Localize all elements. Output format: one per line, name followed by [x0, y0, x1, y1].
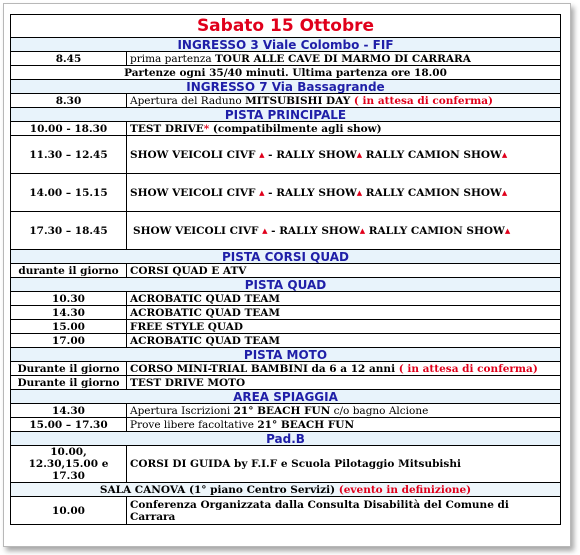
show-rally: - RALLY SHOW — [267, 224, 360, 237]
event-suffix: c/o bagno Alcione — [330, 404, 429, 417]
table-row — [11, 320, 561, 334]
show-civf: SHOW VEICOLI CIVF — [130, 148, 256, 161]
section-pista-quad — [11, 278, 561, 292]
time-cell: durante il giorno — [11, 264, 127, 278]
event-note: ( in attesa di conferma) — [350, 94, 494, 107]
page-title: Sabato 15 Ottobre — [11, 15, 561, 38]
event-title: 21° BEACH FUN — [257, 418, 355, 431]
event-cell: ACROBATIC QUAD TEAM — [127, 292, 561, 306]
event-cell — [127, 52, 561, 66]
table-row — [11, 446, 561, 483]
time-cell: 10.30 — [11, 292, 127, 306]
table-row — [11, 136, 561, 174]
section-pad-b — [11, 432, 561, 446]
section-heading: PISTA MOTO — [11, 348, 561, 362]
show-rally: - RALLY SHOW — [264, 186, 357, 199]
triangle-icon: ▲ — [262, 226, 268, 235]
event-note: (compatibilmente agli show) — [209, 122, 382, 135]
time-cell: 17.30 – 18.45 — [11, 212, 127, 250]
section-pista-corsi-quad — [11, 250, 561, 264]
section-ingresso3 — [11, 38, 561, 52]
show-camion: RALLY CAMION SHOW — [365, 224, 505, 237]
sala-note: (evento in definizione) — [335, 483, 472, 496]
table-row — [11, 404, 561, 418]
table-row — [11, 292, 561, 306]
event-title: MITSUBISHI DAY — [245, 94, 351, 107]
event-cell — [127, 212, 561, 250]
time-cell: Durante il giorno — [11, 362, 127, 376]
section-pista-principale — [11, 108, 561, 122]
event-title: CORSO MINI-TRIAL BAMBINI da 6 a 12 anni — [130, 362, 396, 375]
sala-title: SALA CANOVA (1° piano Centro Servizi) — [99, 483, 336, 496]
section-heading: INGRESSO 3 Viale Colombo - FIF — [11, 38, 561, 52]
time-cell: 14.30 — [11, 306, 127, 320]
time-cell: 17.00 — [11, 334, 127, 348]
time-cell: 10.00 - 18.30 — [11, 122, 127, 136]
asterisk-mark: * — [203, 122, 210, 135]
event-prefix: Prove libere facoltative — [130, 418, 258, 431]
event-cell — [127, 122, 561, 136]
event-prefix: Apertura del Raduno — [130, 94, 246, 107]
event-title: 21° BEACH FUN — [233, 404, 331, 417]
time-cell: 15.00 — [11, 320, 127, 334]
section-heading: PISTA QUAD — [11, 278, 561, 292]
show-rally: - RALLY SHOW — [264, 148, 357, 161]
table-row — [11, 212, 561, 250]
section-ingresso7 — [11, 80, 561, 94]
time-cell: 8.30 — [11, 94, 127, 108]
event-cell: ACROBATIC QUAD TEAM — [127, 306, 561, 320]
table-row — [11, 174, 561, 212]
table-row — [11, 334, 561, 348]
table-row — [11, 376, 561, 390]
section-heading: PISTA PRINCIPALE — [11, 108, 561, 122]
time-cell: 15.00 – 17.30 — [11, 418, 127, 432]
time-cell: Durante il giorno — [11, 376, 127, 390]
event-cell: CORSI DI GUIDA by F.I.F e Scuola Pilotaggio Mitsubishi — [127, 446, 561, 483]
event-cell: FREE STYLE QUAD — [127, 320, 561, 334]
section-sala-canova — [11, 483, 561, 497]
table-row — [11, 52, 561, 66]
triangle-icon: ▲ — [504, 226, 511, 235]
event-prefix: prima partenza — [130, 52, 215, 65]
section-pista-moto — [11, 348, 561, 362]
table-row — [11, 497, 561, 525]
section-heading: Pad.B — [11, 432, 561, 446]
triangle-icon: ▲ — [501, 150, 508, 159]
table-row — [11, 264, 561, 278]
triangle-icon: ▲ — [356, 188, 363, 197]
show-civf: SHOW VEICOLI CIVF — [130, 186, 256, 199]
event-cell — [127, 136, 561, 174]
event-title: TOUR ALLE CAVE DI MARMO DI CARRARA — [214, 52, 471, 65]
triangle-icon: ▲ — [259, 188, 265, 197]
section-heading: AREA SPIAGGIA — [11, 390, 561, 404]
time-cell: 14.00 – 15.15 — [11, 174, 127, 212]
show-civf: SHOW VEICOLI CIVF — [133, 224, 259, 237]
section-heading: INGRESSO 7 Via Bassagrande — [11, 80, 561, 94]
title-row — [11, 15, 561, 38]
table-row — [11, 66, 561, 80]
event-title: TEST DRIVE — [130, 122, 204, 135]
time-cell: 11.30 – 12.45 — [11, 136, 127, 174]
time-cell: 14.30 — [11, 404, 127, 418]
event-cell — [127, 94, 561, 108]
event-cell: ACROBATIC QUAD TEAM — [127, 334, 561, 348]
event-cell — [127, 362, 561, 376]
section-heading: PISTA CORSI QUAD — [11, 250, 561, 264]
time-cell: 10.00, 12.30,15.00 e 17.30 — [11, 446, 127, 483]
table-row — [11, 122, 561, 136]
show-camion: RALLY CAMION SHOW — [362, 186, 502, 199]
section-heading — [11, 483, 561, 497]
table-row — [11, 306, 561, 320]
triangle-icon: ▲ — [501, 188, 508, 197]
event-prefix: Apertura Iscrizioni — [130, 404, 234, 417]
event-cell: Conferenza Organizzata dalla Consulta Disabilità del Comune di Carrara — [127, 497, 561, 525]
table-row — [11, 418, 561, 432]
time-cell: 10.00 — [11, 497, 127, 525]
event-cell: CORSI QUAD E ATV — [127, 264, 561, 278]
time-cell: 8.45 — [11, 52, 127, 66]
event-cell — [127, 404, 561, 418]
schedule-table — [10, 14, 561, 525]
table-row — [11, 362, 561, 376]
triangle-icon: ▲ — [259, 150, 265, 159]
event-cell: TEST DRIVE MOTO — [127, 376, 561, 390]
triangle-icon: ▲ — [356, 150, 363, 159]
show-camion: RALLY CAMION SHOW — [362, 148, 502, 161]
triangle-icon: ▲ — [359, 226, 366, 235]
info-cell: Partenze ogni 35/40 minuti. Ultima partenza ore 18.00 — [11, 66, 561, 80]
section-area-spiaggia — [11, 390, 561, 404]
table-row — [11, 94, 561, 108]
event-cell — [127, 418, 561, 432]
event-cell — [127, 174, 561, 212]
event-note: ( in attesa di conferma) — [395, 362, 538, 375]
